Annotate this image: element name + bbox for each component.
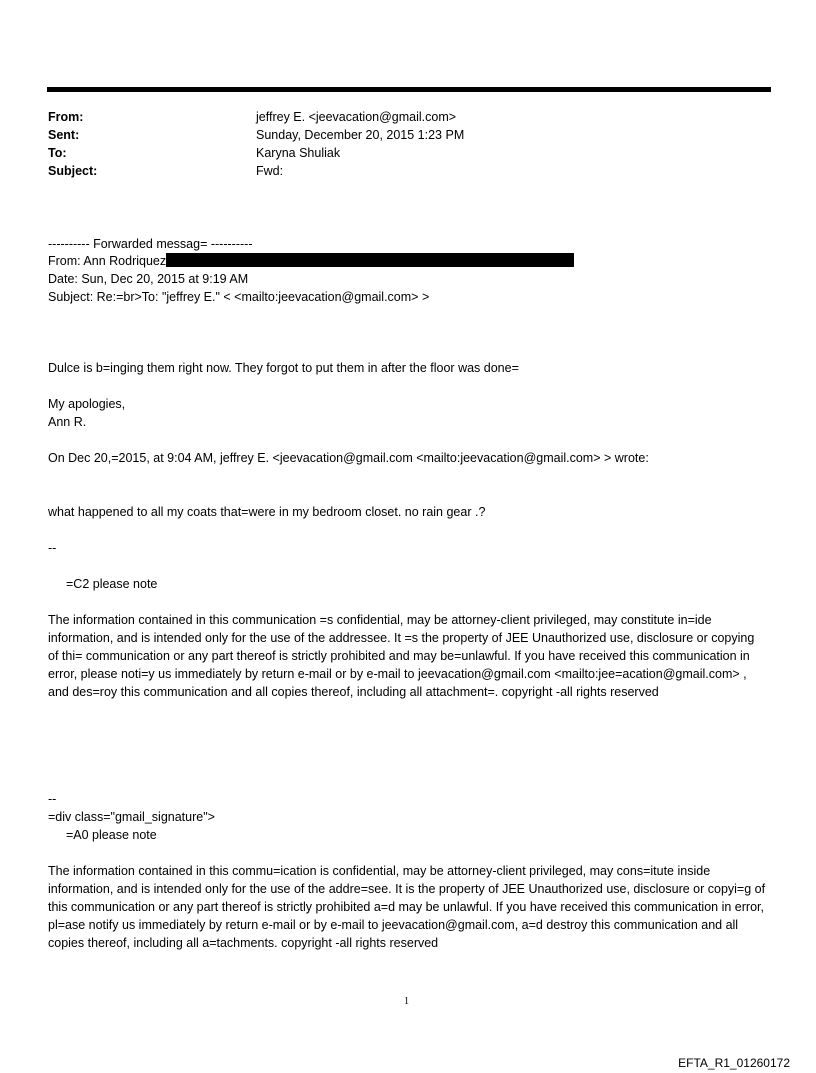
signoff-line: Ann R.	[48, 415, 87, 429]
forwarded-from	[48, 252, 574, 270]
quoted-message: what happened to all my coats that=were in my bedroom closet. no rain gear .?	[48, 505, 486, 519]
signature-dashes: --	[48, 541, 57, 555]
subject-value: Fwd:	[256, 164, 284, 178]
forwarded-date: Date: Sun, Dec 20, 2015 at 9:19 AM	[48, 272, 249, 286]
subject-label: Subject:	[48, 164, 98, 178]
signature-note: =C2 please note	[66, 577, 158, 591]
redaction-bar	[166, 253, 574, 267]
sent-label: Sent:	[48, 128, 80, 142]
confidentiality-disclaimer-2: The information contained in this commu=ication is confidential, may be attorney-client privileged, may cons=itute inside information, and is intended only for the use of the addre=see. It is the property of JEE Unauthorized use, disclosure or copyi=g of this communication or any part thereof is strictly prohibited a=d may be unlawful. If you have received this communication in error, pl=ase notify us immediately by return e-mail or by e-mail to jeevacation@gmail.com, a=d destroy this communication and all copies thereof, including all a=tachments. copyright -all rights reserved	[48, 864, 766, 950]
header-rule	[47, 87, 771, 92]
page-number: 1	[404, 996, 409, 1007]
quote-intro: On Dec 20,=2015, at 9:04 AM, jeffrey E. <jeevacation@gmail.com <mailto:jeevacation@gmail.com> > wrote:	[48, 451, 649, 465]
from-label: From:	[48, 110, 84, 124]
sent-value: Sunday, December 20, 2015 1:23 PM	[256, 128, 465, 142]
forwarded-from-text: From: Ann Rodriquez	[48, 254, 167, 268]
from-value: jeffrey E. <jeevacation@gmail.com>	[256, 110, 457, 124]
signature-note-2: =A0 please note	[66, 828, 157, 842]
confidentiality-disclaimer: The information contained in this communication =s confidential, may be attorney-client privileged, may constitute in=ide information, and is intended only for the use of the addressee. It =s the property of JEE Unauthorized use, disclosure or copying of thi= communication or any part thereof is strictly prohibited and may be=unlawful. If you have received this communication in error, please noti=y us immediately by return e-mail or by e-mail to jeevacation@gmail.com <mailto:jee=acation@gmail.com> , and des=roy this communication and all copies thereof, including all attachment=. copyright -all rights reserved	[48, 613, 755, 699]
message-line: Dulce is b=inging them right now. They forgot to put them in after the floor was done=	[48, 361, 519, 375]
to-value: Karyna Shuliak	[256, 146, 341, 160]
apology-line: My apologies,	[48, 397, 126, 411]
forwarded-subject: Subject: Re:=br>To: "jeffrey E." < <mailto:jeevacation@gmail.com> >	[48, 290, 430, 304]
signature-div-line: =div class="gmail_signature">	[48, 810, 215, 824]
to-label: To:	[48, 146, 67, 160]
forwarded-divider: ---------- Forwarded messag= ----------	[48, 237, 253, 251]
document-id: EFTA_R1_01260172	[678, 1056, 790, 1070]
signature-dashes-2: --	[48, 792, 57, 806]
